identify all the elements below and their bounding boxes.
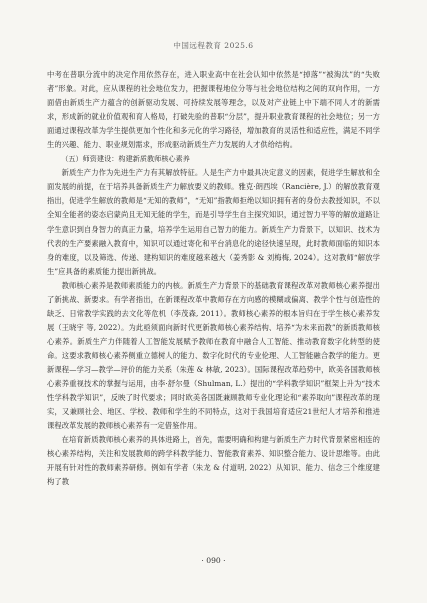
running-header: 中国远程教育 2025.6 [173,41,254,50]
body-paragraph: 中考在普职分流中的决定作用依然存在，进入职业高中在社会认知中依然是“掉落”“被淘汰”的“失败者”形象。对此，应从课程的社会地位发力，把握课程地位分等与社会地位结构之间的双向作用，一方面借由新质生产力蕴含的创新驱动发展、可持续发展等理念，以及对产业链上中下端不同人才的新需求，形成新的就业价值观和育人格局，打破先验的普职“分层”，提升职业教育课程的社会地位；另一方面通过课程改革为学生提供更加个性化和多元化的学习路径，增加教育的灵活性和适应性，满足不同学生的兴趣、能力、职业规划需求，形成驱动新质生产力发展的人才供给结构。 [47,70,380,150]
body-paragraph: 新质生产力作为先进生产力有其解放特征。人是生产力中最具决定意义的因素，促进学生解放和全面发展的前提，在于培养具备新质生产力解放要义的教师。雅克·朗西埃（Rancière, J.）的解放教育观指出，促进学生解放的教师是“无知的教师”，“无知”指教师拒绝以知识拥有者的身份去教授知识，不以全知全能者的姿态启蒙尚且无知无能的学生，而是引导学生自主探究知识，通过智力平等的解放道路让学生意识到自身智力的真正力量，培养学生运用自己智力的能力。新质生产力背景下，以知识、技术为代表的生产要素融入教育中，知识可以通过寄化和平台消息化的途径快速呈现，此时教师面临的知识本身的难度，以及筛选、传递、建构知识的难度越来越大（姜秀影 & 刘梅梅, 2024）。这对教师“解放学生”应具备的素质能力提出新挑战。 [47,168,380,276]
body-paragraph: 在培育新质教师核心素养的具体进路上，首先，需要明确和构建与新质生产力时代背景紧密相连的核心素养结构，关注和发展教师的跨学科教学能力、智能教育素养、知识整合能力、设计思维等。由此开展有针对性的教师素养研修。例如有学者（朱龙 & 付道明, 2022）从知识、能力、信念三个维度建构了教 [47,435,380,487]
body-paragraph: 教师核心素养是教师素质能力的内核。新质生产力背景下的基础教育课程改革对教师核心素养提出了新挑战、新要求。有学者指出，在新课程改革中教师存在方向感的模糊或偏离、教学个性与创造性的缺乏、日常教学实践的去文化等危机（李茂森, 2011）。教师核心素养的根本旨归在于学生核心素养发展（王晓宇 等, 2022）。为此亟须面向新时代更新教师核心素养结构、培养“为未来而教”的新质教师核心素养。新质生产力伴随着人工智能发展赋予教师在教育中融合人工智能、推动教育数字化转型的使命。这要求教师核心素养侧重立德树人的能力、数字化时代的专业伦理、人工智能融合教学的能力。更新课程—学习—教学—评价的能力关系（朱莲 & 林敏, 2023）。国际课程改革趋势中，欧美各国教师核心素养重视技术的掌握与运用，由李·舒尔曼（Shulman, L.）提出的“学科教学知识”框架上升为“技术性学科教学知识”，反映了时代要求；同时欧美各国既兼顾教师专业化理论和“素养取向”课程改革的现实，又兼顾社会、地区、学校、教师和学生的不同特点，这对于我国培育适应21世纪人才培养和推进课程改革发展的教师核心素养有一定借鉴作用。 [47,280,380,431]
page-number: · 090 · [201,556,226,565]
section-heading: （五）师资建设：构建新质教师核心素养 [61,154,190,164]
article-body [47,68,380,489]
